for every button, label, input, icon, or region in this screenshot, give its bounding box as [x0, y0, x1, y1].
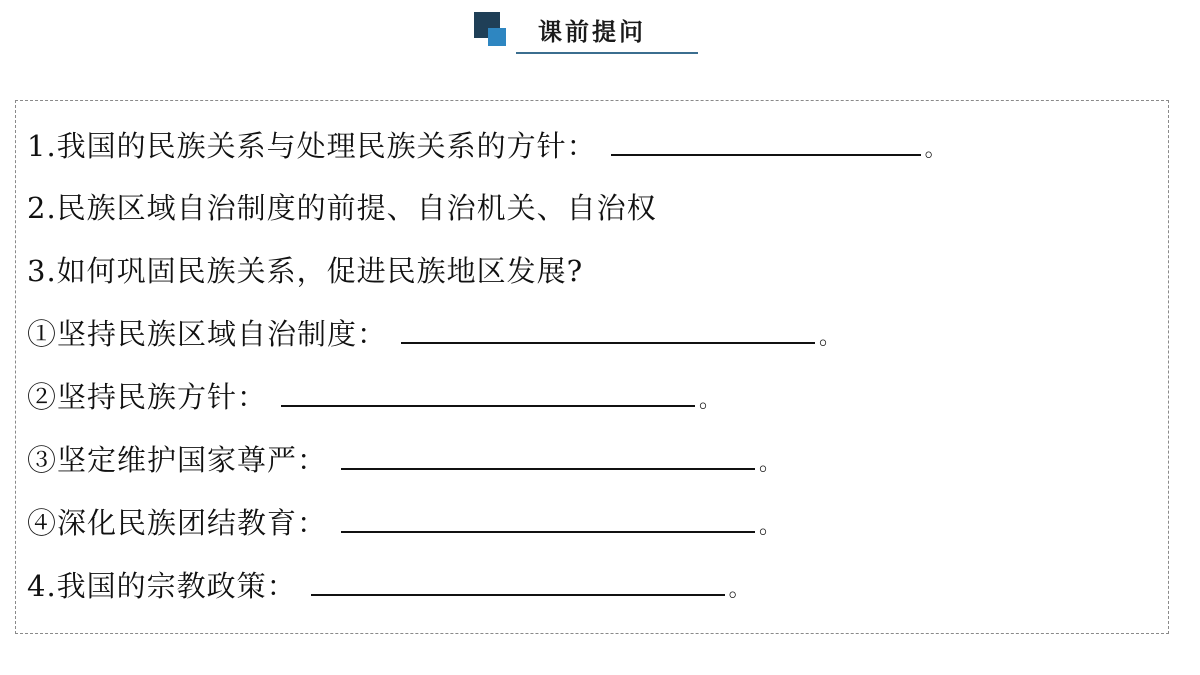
question-end: 。	[819, 325, 843, 350]
question-box	[15, 100, 1169, 634]
question-end: 。	[924, 137, 948, 162]
question-3-3	[27, 440, 782, 480]
question-text: 2.民族区域自治制度的前提、自治机关、自治权	[27, 191, 657, 225]
question-text: ③坚定维护国家尊严：	[27, 443, 328, 477]
answer-blank[interactable]	[611, 132, 921, 156]
question-text: 3.如何巩固民族关系，促进民族地区发展?	[27, 254, 584, 288]
question-text: ④深化民族团结教育：	[27, 506, 328, 540]
question-text: ②坚持民族方针：	[27, 380, 268, 414]
answer-blank[interactable]	[311, 572, 725, 596]
answer-blank[interactable]	[341, 446, 755, 470]
page-title: 课前提问	[538, 18, 646, 46]
question-3-1	[27, 314, 842, 354]
question-4	[27, 566, 752, 606]
question-text: 4.我国的宗教政策：	[27, 569, 297, 603]
answer-blank[interactable]	[401, 320, 815, 344]
question-3-4	[27, 503, 782, 543]
question-3	[27, 251, 583, 291]
question-2	[27, 188, 657, 228]
question-text: 1.我国的民族关系与处理民族关系的方针：	[27, 129, 597, 163]
question-end: 。	[699, 388, 723, 413]
logo-light-square	[488, 28, 506, 46]
question-3-2	[27, 377, 722, 417]
title-underline	[516, 52, 698, 54]
question-end: 。	[728, 577, 752, 602]
question-text: ①坚持民族区域自治制度：	[27, 317, 388, 351]
question-1	[27, 126, 948, 166]
answer-blank[interactable]	[341, 509, 755, 533]
answer-blank[interactable]	[281, 383, 695, 407]
question-end: 。	[759, 514, 783, 539]
question-end: 。	[759, 451, 783, 476]
blue-squares-icon	[472, 10, 512, 50]
header	[472, 10, 702, 56]
